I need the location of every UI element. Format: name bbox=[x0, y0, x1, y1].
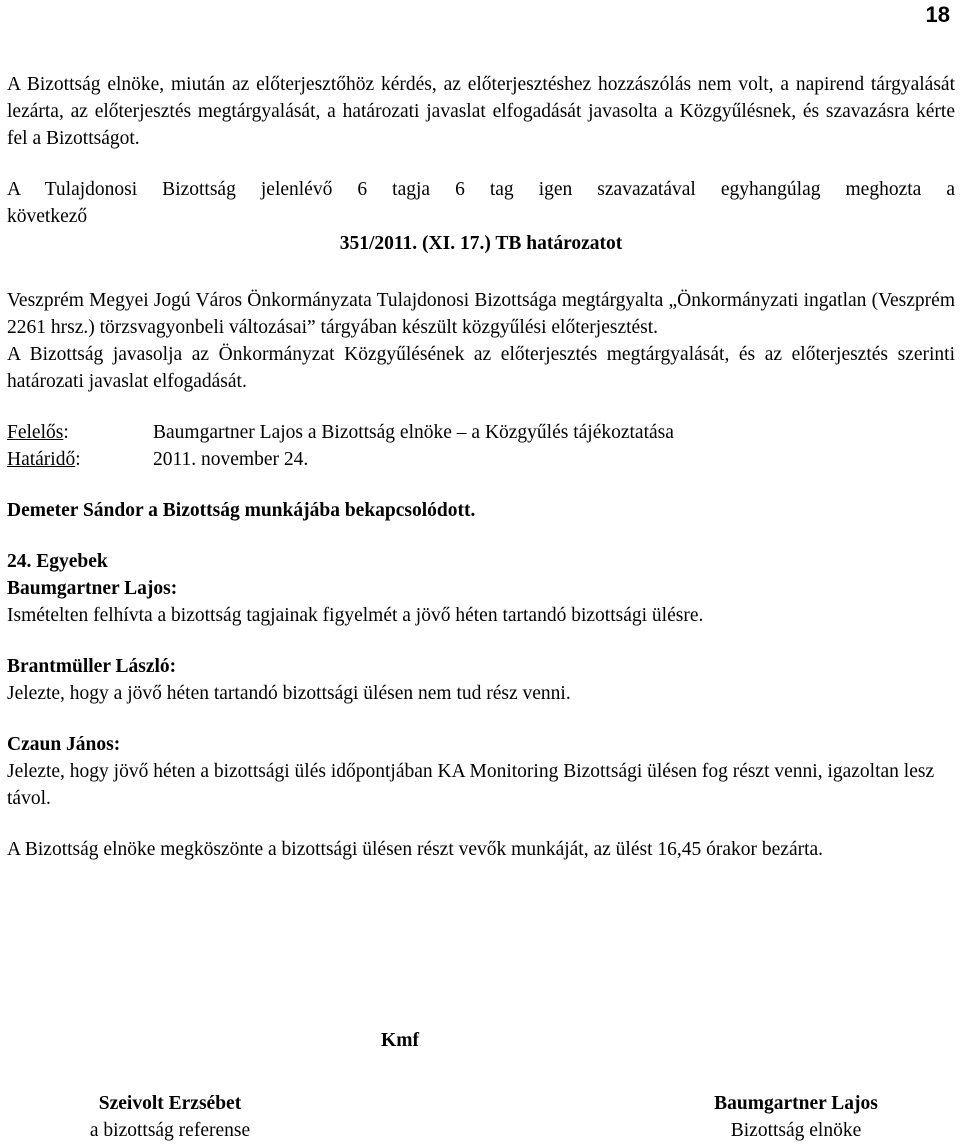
deadline-label: Határidő bbox=[7, 449, 76, 470]
intro-paragraph: A Bizottság elnöke, miután az előterjesztőhöz kérdés, az előterjesztéshez hozzászólás nem volt, a napirend tárgyalását lezárta, az előterjesztés megtárgyalását, a határozati javaslat elfogadását javasolta a Közgyűlésnek, és szavazásra kérte fel a Bizottságot. bbox=[7, 74, 955, 149]
responsible-row bbox=[7, 419, 955, 446]
resolution-title: 351/2011. (XI. 17.) TB határozatot bbox=[339, 233, 623, 254]
speaker2-text: Jelezte, hogy a jövő héten tartandó bizottsági ülésen nem tud rész venni. bbox=[7, 683, 571, 704]
speaker1-name: Baumgartner Lajos: bbox=[7, 578, 178, 599]
signature-left-name: Szeivolt Erzsébet bbox=[98, 1093, 242, 1114]
signature-left bbox=[50, 1090, 290, 1144]
signature-right-name: Baumgartner Lajos bbox=[714, 1093, 878, 1114]
signature-right bbox=[676, 1090, 916, 1144]
recommendation-text: A Bizottság javasolja az Önkormányzat Közgyűlésének az előterjesztés megtárgyalását, és az előterjesztés szerinti határozati javaslat elfogadását. bbox=[7, 344, 955, 392]
speaker3-name: Czaun János: bbox=[7, 734, 121, 755]
speaker2-name: Brantmüller László: bbox=[7, 656, 177, 677]
joined-note: Demeter Sándor a Bizottság munkájába bekapcsolódott. bbox=[7, 500, 476, 521]
vote-paragraph-line2: következő bbox=[7, 206, 88, 227]
speaker1-text: Ismételten felhívta a bizottság tagjainak figyelmét a jövő héten tartandó bizottsági ülésre. bbox=[7, 605, 704, 626]
deadline-row bbox=[7, 446, 955, 473]
signature-right-role: Bizottság elnöke bbox=[730, 1120, 862, 1141]
speaker3-text: Jelezte, hogy jövő héten a bizottsági ülés időpontjában KA Monitoring Bizottsági ülésen fog részt venni, igazoltan lesz távol. bbox=[7, 761, 935, 809]
responsible-label-wrap bbox=[7, 419, 153, 446]
signature-left-role: a bizottság referense bbox=[89, 1120, 251, 1141]
deadline-label-wrap bbox=[7, 446, 153, 473]
vote-paragraph-line1: A Tulajdonosi Bizottság jelenlévő 6 tagja 6 tag igen szavazatával egyhangúlag meghozta a bbox=[7, 179, 955, 200]
closing-paragraph: A Bizottság elnöke megköszönte a bizottsági ülésen részt vevők munkáját, az ülést 16,45 órakor bezárta. bbox=[7, 839, 824, 860]
document-body bbox=[7, 71, 955, 863]
page-number: 18 bbox=[925, 2, 950, 27]
deadline-colon: : bbox=[75, 449, 81, 470]
responsible-label: Felelős bbox=[7, 422, 64, 443]
resolution-text: Veszprém Megyei Jogú Város Önkormányzata Tulajdonosi Bizottsága megtárgyalta „Önkormányzati ingatlan (Veszprém 2261 hrsz.) törzsvagyonbeli változásai” tárgyában készült közgyűlési előterjesztést. bbox=[7, 290, 955, 338]
agenda-item-heading: 24. Egyebek bbox=[7, 551, 108, 572]
deadline-value: 2011. november 24. bbox=[153, 449, 309, 470]
responsible-colon: : bbox=[63, 422, 69, 443]
kmf-mark: Kmf bbox=[381, 1030, 419, 1051]
responsible-value: Baumgartner Lajos a Bizottság elnöke – a Közgyűlés tájékoztatása bbox=[153, 422, 674, 443]
